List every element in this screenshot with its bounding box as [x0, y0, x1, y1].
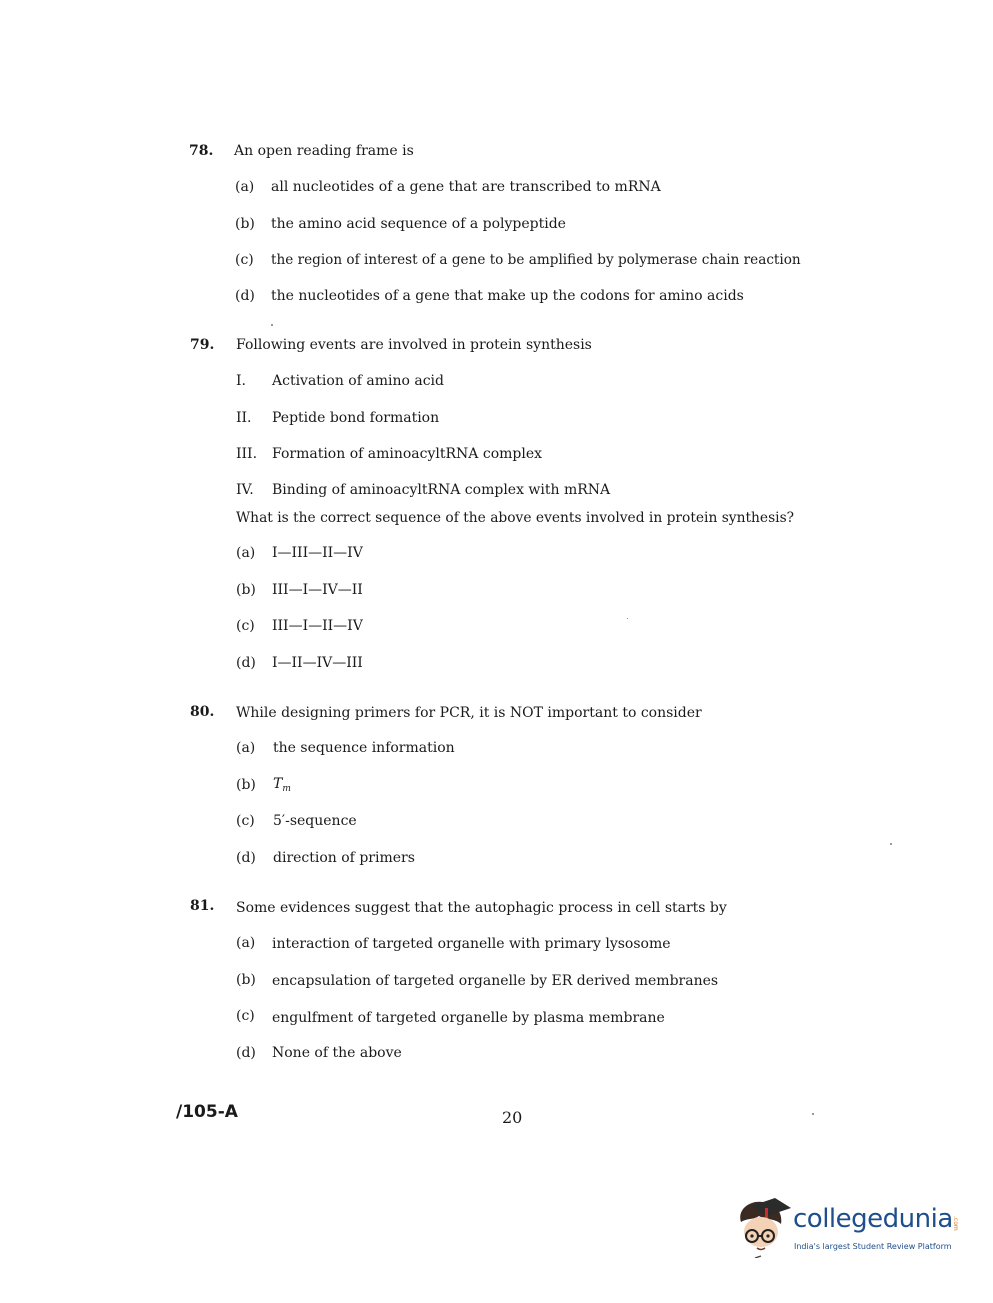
question-text: While designing primers for PCR, it is NOT important to consider — [236, 705, 702, 721]
question-text: Some evidences suggest that the autophagic process in cell starts by — [236, 900, 727, 916]
question-number: 81. — [190, 898, 215, 914]
option-text: the nucleotides of a gene that make up the codons for amino acids — [271, 288, 744, 304]
brand-domain: .com — [952, 1216, 959, 1231]
option-text: direction of primers — [273, 850, 415, 866]
event-text: Peptide bond formation — [272, 410, 440, 426]
option-label: (c) — [235, 252, 254, 268]
option-text — [273, 776, 291, 794]
option-main-text: T — [273, 776, 283, 792]
page-number: 20 — [502, 1108, 523, 1127]
option-label: (a) — [236, 545, 256, 561]
brand-tagline: India's largest Student Review Platform — [794, 1242, 952, 1251]
option-text: encapsulation of targeted organelle by ER derived membranes — [272, 973, 719, 989]
option-text: 5′-sequence — [273, 813, 357, 829]
option-text: engulfment of targeted organelle by plasma membrane — [272, 1010, 665, 1026]
brand-name: collegedunia — [793, 1204, 953, 1234]
option-label: (c) — [236, 813, 255, 829]
option-label: (a) — [236, 935, 256, 951]
option-text: the sequence information — [273, 740, 455, 756]
event-text: Activation of amino acid — [272, 373, 444, 389]
option-text: None of the above — [272, 1045, 402, 1061]
event-text: Formation of aminoacyltRNA complex — [272, 446, 543, 462]
option-text: I—II—IV—III — [272, 655, 363, 671]
question-prompt: What is the correct sequence of the above events involved in protein synthesis? — [236, 510, 795, 526]
question-number: 78. — [189, 143, 214, 159]
option-text: interaction of targeted organelle with primary lysosome — [272, 936, 671, 952]
option-label: (a) — [236, 740, 256, 756]
scan-speck — [890, 843, 892, 845]
option-text: the region of interest of a gene to be amplified by polymerase chain reaction — [271, 252, 801, 268]
option-label: (c) — [236, 1008, 255, 1024]
option-label: (d) — [236, 655, 256, 671]
option-subscript: m — [282, 784, 291, 794]
option-label: (c) — [236, 618, 255, 634]
option-text: the amino acid sequence of a polypeptide — [271, 216, 566, 232]
event-label: I. — [236, 373, 246, 389]
option-text: III—I—IV—II — [272, 582, 363, 598]
option-label: (d) — [236, 1045, 256, 1061]
scan-speck — [271, 324, 273, 326]
option-label: (b) — [236, 972, 256, 988]
paper-code: /105-A — [176, 1102, 238, 1122]
option-label: (d) — [235, 288, 255, 304]
scan-speck — [627, 618, 628, 619]
option-text: I—III—II—IV — [272, 545, 363, 561]
mascot-icon — [735, 1196, 795, 1258]
option-text: III—I—II—IV — [272, 618, 363, 634]
option-label: (b) — [235, 216, 255, 232]
option-text: all nucleotides of a gene that are transcribed to mRNA — [271, 179, 661, 195]
question-number: 79. — [190, 337, 215, 353]
event-label: III. — [236, 446, 258, 462]
question-number: 80. — [190, 704, 215, 720]
option-label: (b) — [236, 777, 256, 793]
question-text: An open reading frame is — [234, 143, 414, 159]
event-text: Binding of aminoacyltRNA complex with mRNA — [272, 482, 611, 498]
option-label: (a) — [235, 179, 255, 195]
option-label: (b) — [236, 582, 256, 598]
event-label: IV. — [236, 482, 254, 498]
option-label: (d) — [236, 850, 256, 866]
question-text: Following events are involved in protein synthesis — [236, 337, 592, 353]
collegedunia-logo — [735, 1196, 965, 1266]
event-label: II. — [236, 410, 252, 426]
scan-speck — [812, 1113, 814, 1115]
